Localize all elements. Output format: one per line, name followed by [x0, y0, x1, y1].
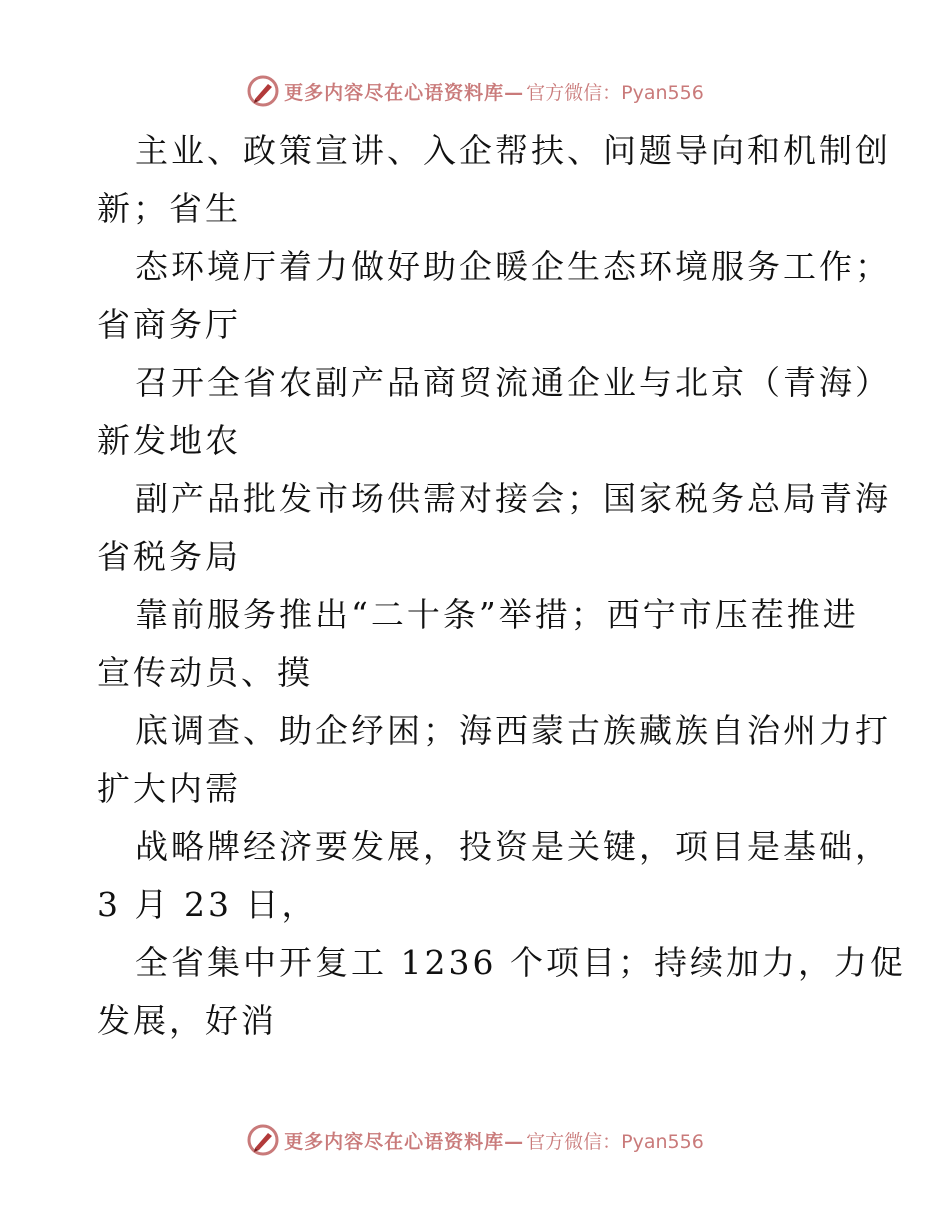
text-line: 发展，好消 — [97, 1001, 277, 1040]
text-line: 宣传动员、摸 — [97, 653, 313, 692]
text-line: 召开全省农副产品商贸流通企业与北京（青海） — [135, 363, 891, 402]
text-line: 新发地农 — [97, 421, 241, 460]
text-line: 底调查、助企纾困；海西蒙古族藏族自治州力打 — [135, 711, 891, 750]
pen-logo-icon — [246, 1123, 280, 1157]
text-line: 主业、政策宣讲、入企帮扶、问题导向和机制创 — [135, 131, 891, 170]
header-watermark — [0, 71, 950, 111]
text-line: 扩大内需 — [97, 769, 241, 808]
text-line: 新；省生 — [97, 189, 241, 228]
text-line: 省税务局 — [97, 537, 241, 576]
watermark-wechat: 官方微信：Pyan556 — [526, 81, 704, 104]
text-line: 副产品批发市场供需对接会；国家税务总局青海 — [135, 479, 891, 518]
watermark-brand: 更多内容尽在心语资料库— — [284, 1130, 525, 1153]
text-line: 省商务厅 — [97, 305, 241, 344]
text-line: 靠前服务推出“二十条”举措；西宁市压茬推进 — [135, 595, 859, 634]
watermark-wechat: 官方微信：Pyan556 — [526, 1130, 704, 1153]
text-line: 3 月 23 日， — [97, 885, 318, 924]
document-body — [97, 122, 906, 1050]
pen-logo-icon — [246, 74, 280, 108]
text-line: 战略牌经济要发展，投资是关键，项目是基础， — [135, 827, 891, 866]
text-line: 全省集中开复工 1236 个项目；持续加力，力促 — [135, 943, 906, 982]
footer-watermark — [0, 1120, 950, 1160]
watermark-brand: 更多内容尽在心语资料库— — [284, 81, 525, 104]
text-line: 态环境厅着力做好助企暖企生态环境服务工作； — [135, 247, 891, 286]
